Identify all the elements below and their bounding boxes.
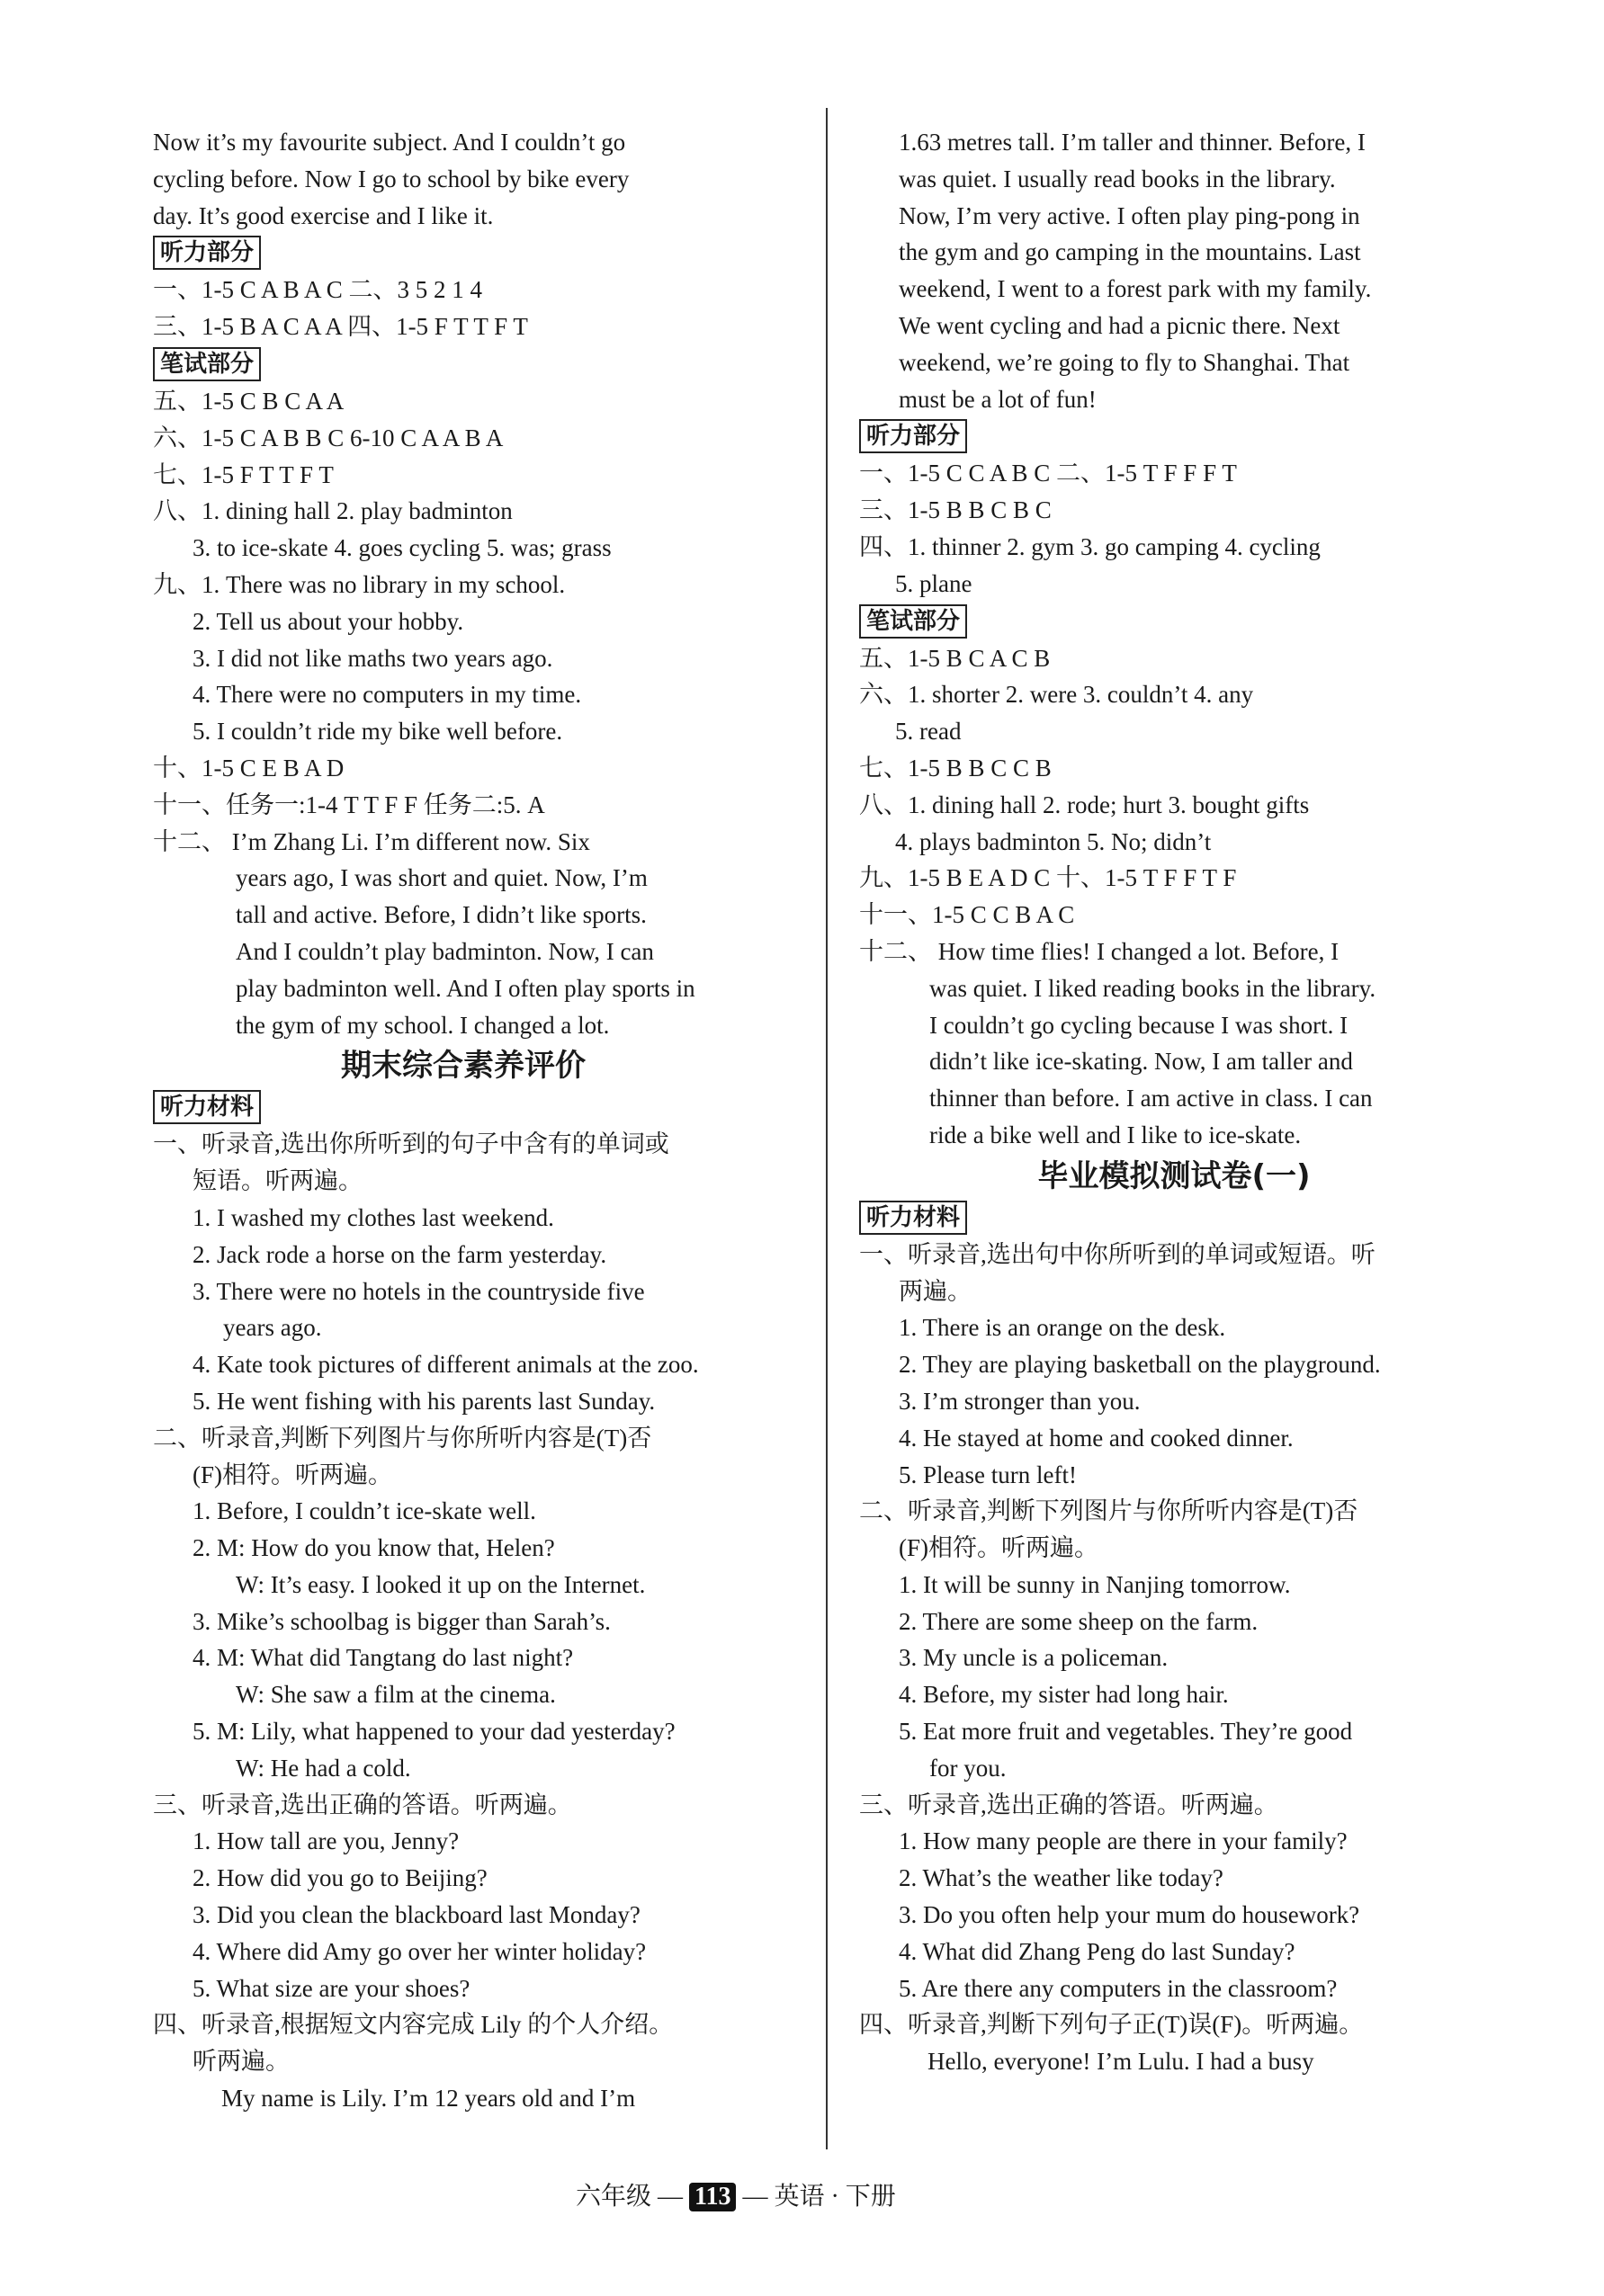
text-line: 5. Are there any computers in the classroom? — [899, 1974, 1338, 2002]
text-line: the gym of my school. I changed a lot. — [236, 1011, 610, 1039]
text-line: 六、1. shorter 2. were 3. couldn’t 4. any — [859, 681, 1254, 709]
text-line: the gym and go camping in the mountains. Last — [899, 238, 1361, 266]
text-line: I couldn’t go cycling because I was short. I — [929, 1011, 1349, 1039]
text-line: (F)相符。听两遍。 — [899, 1534, 1098, 1562]
text-line: 三、1-5 B B C B C — [859, 496, 1052, 524]
text-line: years ago. — [223, 1314, 322, 1342]
text-line: 四、听录音,判断下列句子正(T)误(F)。听两遍。 — [859, 2011, 1364, 2039]
text-line: weekend, we’re going to fly to Shanghai. That — [899, 348, 1350, 376]
text-line: 九、1. There was no library in my school. — [153, 570, 566, 598]
section-label: 笔试部分 — [859, 604, 967, 639]
text-line: We went cycling and had a picnic there. Next — [899, 311, 1340, 339]
text-line: 5. Eat more fruit and vegetables. They’re good — [899, 1718, 1353, 1746]
text-line: 5. Please turn left! — [899, 1461, 1077, 1488]
text-line: And I couldn’t play badminton. Now, I can — [236, 937, 654, 965]
text-line: 一、1-5 C C A B C 二、1-5 T F F F T — [859, 460, 1237, 487]
text-line: 1. How tall are you, Jenny? — [193, 1827, 460, 1855]
text-line: 听两遍。 — [193, 2048, 290, 2076]
text-line: 5. He went fishing with his parents last Sunday. — [193, 1387, 656, 1415]
section-label: 听力部分 — [153, 236, 261, 270]
text-line: weekend, I went to a forest park with my family. — [899, 275, 1372, 303]
section-title: 期末综合素养评价 — [341, 1048, 586, 1085]
text-line: 六、1-5 C A B B C 6-10 C A A B A — [153, 424, 504, 451]
text-line: My name is Lily. I’m 12 years old and I’m — [221, 2085, 636, 2113]
text-line: 2. What’s the weather like today? — [899, 1864, 1223, 1892]
text-line: for you. — [929, 1754, 1007, 1782]
text-line: cycling before. Now I go to school by bike every — [153, 165, 630, 192]
text-line: 4. Where did Amy go over her winter holiday? — [193, 1937, 647, 1965]
text-line: 八、1. dining hall 2. play badminton — [153, 497, 513, 525]
text-line: 七、1-5 F T T F T — [153, 460, 334, 488]
text-line: 短语。听两遍。 — [193, 1167, 363, 1195]
text-line: 四、听录音,根据短文内容完成 Lily 的个人介绍。 — [153, 2011, 674, 2039]
text-line: 1. It will be sunny in Nanjing tomorrow. — [899, 1570, 1291, 1598]
text-line: 十一、1-5 C C B A C — [859, 901, 1075, 929]
text-line: 3. to ice-skate 4. goes cycling 5. was; grass — [193, 534, 612, 562]
text-line: 三、听录音,选出正确的答语。听两遍。 — [153, 1791, 572, 1818]
footer-subject: 英语 · 下册 — [774, 2183, 896, 2211]
text-line: ride a bike well and I like to ice-skate. — [929, 1121, 1302, 1148]
text-line: 十二、 I’m Zhang Li. I’m different now. Six — [153, 827, 590, 855]
text-line: Now, I’m very active. I often play ping-pong in — [899, 201, 1360, 229]
text-line: 1.63 metres tall. I’m taller and thinner. Before, I — [899, 129, 1366, 156]
text-line: 4. M: What did Tangtang do last night? — [193, 1644, 574, 1672]
text-line: must be a lot of fun! — [899, 385, 1097, 413]
text-line: W: He had a cold. — [236, 1754, 411, 1782]
text-line: 3. I’m stronger than you. — [899, 1387, 1141, 1415]
text-line: Hello, everyone! I’m Lulu. I had a busy — [927, 2048, 1314, 2076]
text-line: years ago, I was short and quiet. Now, I’m — [236, 864, 648, 892]
text-line: 1. Before, I couldn’t ice-skate well. — [193, 1497, 536, 1525]
text-line: 4. What did Zhang Peng do last Sunday? — [899, 1937, 1295, 1965]
text-line: 两遍。 — [899, 1277, 972, 1305]
text-line: 二、听录音,判断下列图片与你所听内容是(T)否 — [153, 1424, 652, 1452]
text-line: 一、听录音,选出句中你所听到的单词或短语。听 — [859, 1240, 1375, 1268]
text-line: 3. Do you often help your mum do housework? — [899, 1901, 1360, 1929]
text-line: 十二、 How time flies! I changed a lot. Before, I — [859, 937, 1340, 965]
text-line: 5. What size are your shoes? — [193, 1974, 470, 2002]
page-footer: 六年级 — 113 — 英语 · 下册 — [576, 2183, 896, 2211]
text-line: 七、1-5 B B C C B — [859, 754, 1052, 782]
text-line: (F)相符。听两遍。 — [193, 1461, 392, 1488]
text-line: 2. Tell us about your hobby. — [193, 607, 464, 635]
text-line: 2. They are playing basketball on the playground. — [899, 1351, 1381, 1379]
text-line: 5. read — [895, 718, 962, 746]
text-line: 4. plays badminton 5. No; didn’t — [895, 827, 1212, 855]
text-line: 2. Jack rode a horse on the farm yesterday. — [193, 1240, 607, 1268]
text-line: 3. I did not like maths two years ago. — [193, 644, 553, 672]
page-number: 113 — [689, 2183, 736, 2211]
text-line: 四、1. thinner 2. gym 3. go camping 4. cycling — [859, 532, 1321, 560]
text-line: 二、听录音,判断下列图片与你所听内容是(T)否 — [859, 1497, 1358, 1525]
text-line: 2. How did you go to Beijing? — [193, 1864, 488, 1892]
text-line: tall and active. Before, I didn’t like sports. — [236, 901, 647, 929]
text-line: 三、听录音,选出正确的答语。听两遍。 — [859, 1791, 1278, 1818]
text-line: 4. He stayed at home and cooked dinner. — [899, 1424, 1294, 1452]
text-line: 3. Mike’s schoolbag is bigger than Sarah’s. — [193, 1607, 611, 1635]
text-line: W: She saw a film at the cinema. — [236, 1681, 556, 1709]
section-label: 听力材料 — [859, 1201, 967, 1235]
text-line: 十一、任务一:1-4 T T F F 任务二:5. A — [153, 791, 545, 818]
footer-grade: 六年级 — [576, 2183, 652, 2211]
right-column — [859, 124, 1489, 2080]
column-divider — [826, 108, 828, 2149]
text-line: was quiet. I usually read books in the library. — [899, 165, 1336, 192]
text-line: thinner than before. I am active in class. I can — [929, 1085, 1373, 1112]
text-line: day. It’s good exercise and I like it. — [153, 201, 494, 229]
text-line: 5. I couldn’t ride my bike well before. — [193, 718, 563, 746]
text-line: 八、1. dining hall 2. rode; hurt 3. bought gifts — [859, 791, 1310, 818]
text-line: 5. plane — [895, 569, 972, 597]
text-line: 五、1-5 B C A C B — [859, 644, 1051, 672]
text-line: 三、1-5 B A C A A 四、1-5 F T T F T — [153, 313, 528, 341]
text-line: 4. Before, my sister had long hair. — [899, 1681, 1229, 1709]
text-line: 2. M: How do you know that, Helen? — [193, 1534, 555, 1562]
text-line: 五、1-5 C B C A A — [153, 387, 345, 415]
text-line: 1. There is an orange on the desk. — [899, 1314, 1226, 1342]
text-line: 4. There were no computers in my time. — [193, 681, 582, 709]
section-label: 听力部分 — [859, 419, 967, 453]
section-label: 笔试部分 — [153, 347, 261, 381]
text-line: Now it’s my favourite subject. And I couldn’t go — [153, 129, 626, 156]
text-line: was quiet. I liked reading books in the library. — [929, 974, 1376, 1002]
text-line: 2. There are some sheep on the farm. — [899, 1607, 1259, 1635]
text-line: 5. M: Lily, what happened to your dad yesterday? — [193, 1718, 676, 1746]
text-line: W: It’s easy. I looked it up on the Internet. — [236, 1570, 646, 1598]
text-line: 九、1-5 B E A D C 十、1-5 T F F T F — [859, 864, 1237, 892]
text-line: 3. Did you clean the blackboard last Monday? — [193, 1901, 641, 1929]
text-line: play badminton well. And I often play sports in — [236, 974, 695, 1002]
text-line: 十、1-5 C E B A D — [153, 754, 345, 782]
text-line: 3. There were no hotels in the countryside five — [193, 1277, 645, 1305]
section-title: 毕业模拟测试卷(一) — [1037, 1157, 1311, 1194]
section-label: 听力材料 — [153, 1090, 261, 1124]
text-line: 一、1-5 C A B A C 二、3 5 2 1 4 — [153, 276, 483, 304]
text-line: didn’t like ice-skating. Now, I am taller and — [929, 1048, 1353, 1076]
text-line: 3. My uncle is a policeman. — [899, 1644, 1169, 1672]
left-column — [153, 124, 774, 2117]
text-line: 1. I washed my clothes last weekend. — [193, 1203, 554, 1231]
text-line: 4. Kate took pictures of different animals at the zoo. — [193, 1351, 699, 1379]
text-line: 一、听录音,选出你所听到的句子中含有的单词或 — [153, 1130, 669, 1158]
text-line: 1. How many people are there in your family? — [899, 1827, 1348, 1855]
